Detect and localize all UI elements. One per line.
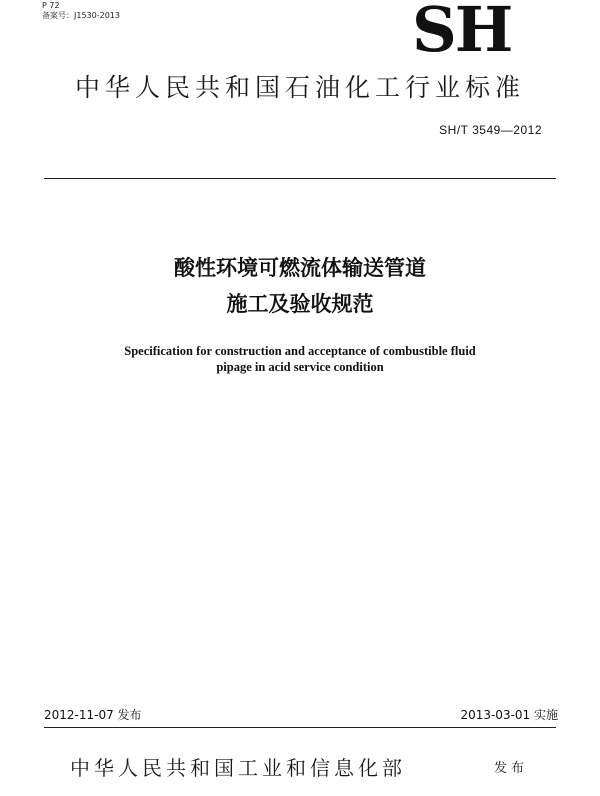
implementation-date: 2013-03-01 实施	[460, 708, 558, 722]
cn-title-line2: 施工及验收规范	[226, 292, 374, 316]
en-title-line1: Specification for construction and acceptance of combustible fluid	[124, 344, 476, 358]
national-standard-title: 中华人民共和国石油化工行业标准	[74, 73, 525, 102]
publisher-name: 中华人民共和国工业和信息化部	[70, 756, 406, 780]
sh-logo: SH	[412, 0, 512, 66]
en-title-line2: pipage in acid service condition	[216, 360, 384, 374]
header-rule	[44, 178, 556, 179]
classification-code: P 72	[42, 1, 60, 10]
cn-title-line1: 酸性环境可燃流体输送管道	[174, 256, 426, 280]
footer-rule	[44, 727, 556, 728]
standard-number: SH/T 3549—2012	[439, 123, 542, 137]
record-number: 备案号：J1530-2013	[42, 11, 120, 20]
issue-date: 2012-11-07 发布	[44, 708, 142, 722]
publish-label: 发布	[494, 761, 529, 776]
